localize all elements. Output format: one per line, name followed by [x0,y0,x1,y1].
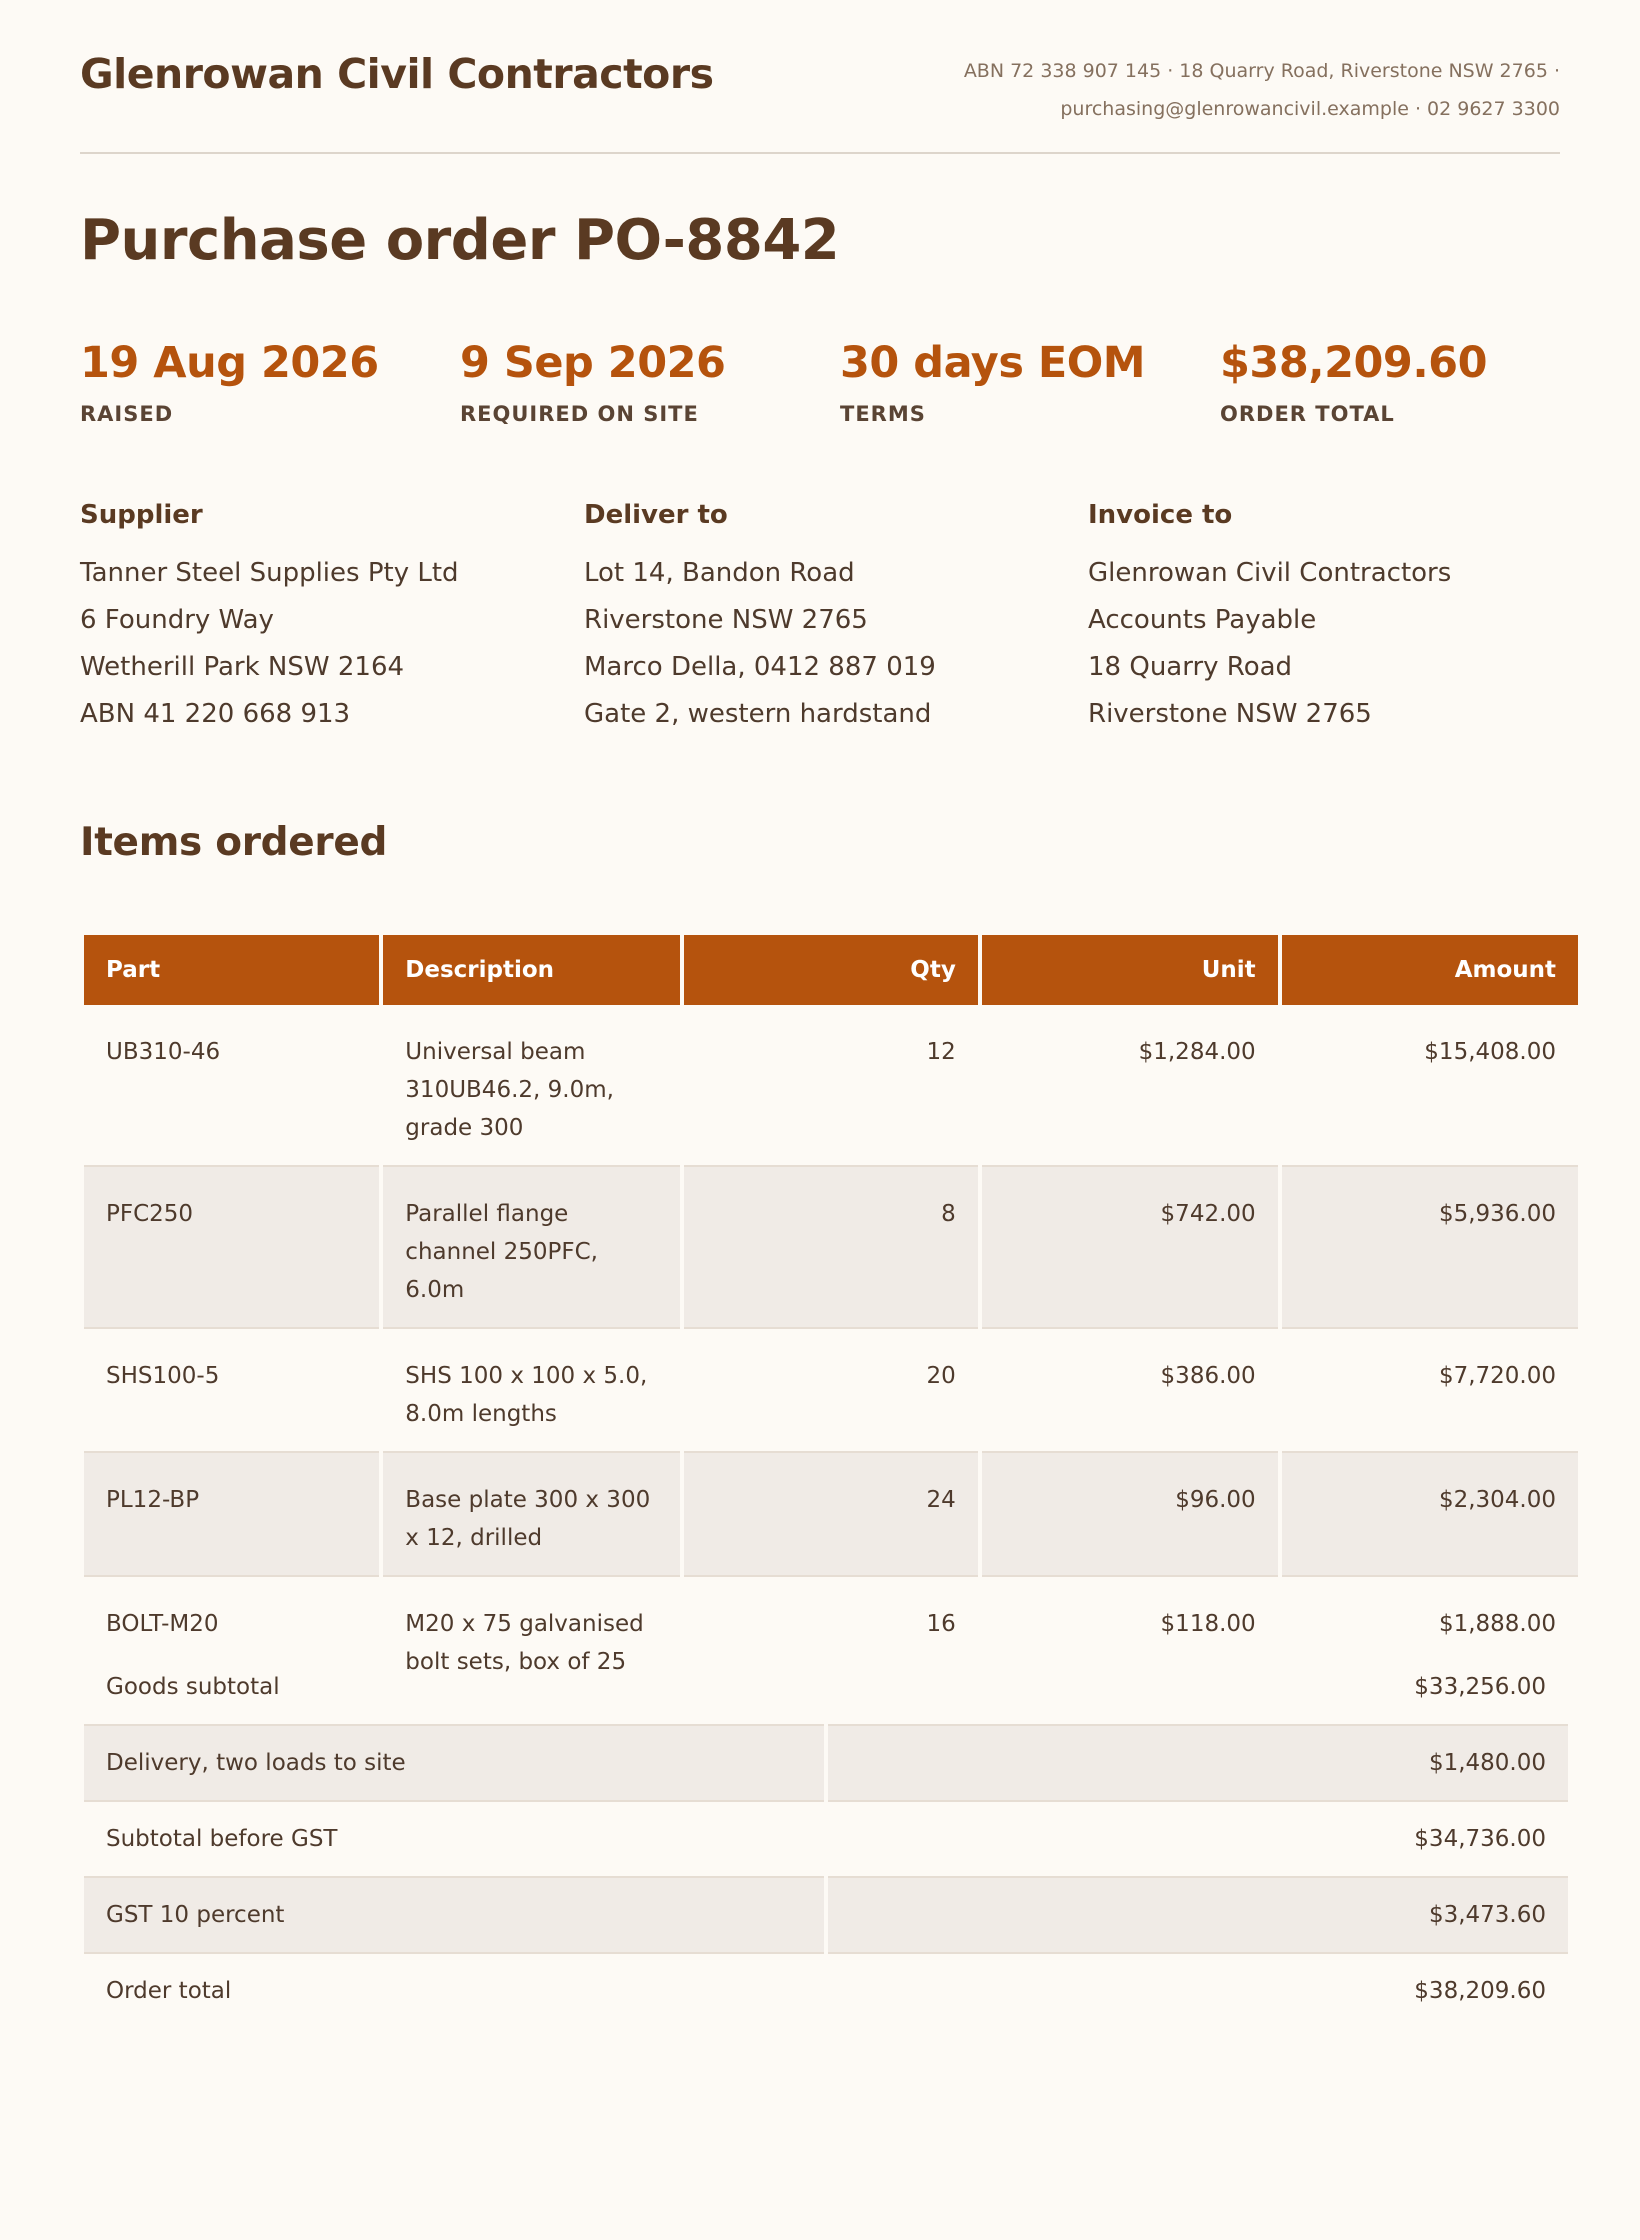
cell-amount: $15,408.00 [1282,1005,1578,1167]
cell-part: PFC250 [84,1167,379,1329]
table-row [84,1167,1578,1329]
totals-table [80,1650,1572,2028]
stat-label: REQUIRED ON SITE [460,402,699,426]
address-line: 6 Foundry Way [80,605,274,635]
cell-qty: 12 [684,1005,978,1167]
totals-row-order-total [84,1954,1568,2028]
address-line: Glenrowan Civil Contractors [1088,558,1452,588]
totals-value: $33,256.00 [828,1650,1568,1726]
stat-raised [80,338,379,426]
cell-part: PL12-BP [84,1453,379,1577]
totals-row [84,1650,1568,1726]
column-header-part: Part [84,935,379,1005]
company-name: Glenrowan Civil Contractors [80,50,714,98]
cell-qty: 24 [684,1453,978,1577]
items-table [80,935,1582,1699]
stat-value: $38,209.60 [1220,338,1488,388]
cell-part: SHS100-5 [84,1329,379,1453]
cell-amount: $2,304.00 [1282,1453,1578,1577]
column-header-description: Description [383,935,680,1005]
deliver-to-block [584,500,936,738]
cell-unit: $386.00 [982,1329,1278,1453]
cell-amount: $1,888.00 [1438,1611,1556,1637]
totals-value: $3,473.60 [828,1878,1568,1954]
cell-unit: $742.00 [982,1167,1278,1329]
cell-description: Universal beam 310UB46.2, 9.0m, grade 300 [383,1005,680,1167]
address-line: ABN 41 220 668 913 [80,699,351,729]
cell-unit: $118.00 [1160,1611,1256,1637]
cell-amount: $5,936.00 [1282,1167,1578,1329]
items-section-title: Items ordered [80,820,388,865]
cell-amount: $7,720.00 [1282,1329,1578,1453]
invoice-to-heading: Invoice to [1088,500,1233,530]
totals-label: Goods subtotal [84,1650,824,1726]
totals-value: $34,736.00 [828,1802,1568,1878]
totals-row [84,1726,1568,1802]
stat-required-on-site [460,338,725,426]
cell-description: Base plate 300 x 300 x 12, drilled [383,1453,680,1577]
cell-description: SHS 100 x 100 x 5.0, 8.0m lengths [383,1329,680,1453]
stat-terms [840,338,1145,426]
deliver-to-heading: Deliver to [584,500,728,530]
address-line: Accounts Payable [1088,605,1317,635]
totals-row [84,1878,1568,1954]
supplier-block [80,500,459,738]
totals-value: $1,480.00 [828,1726,1568,1802]
totals-label: Order total [106,1978,232,2004]
table-row [84,1453,1578,1577]
stat-order-total [1220,338,1487,426]
stat-label: TERMS [840,402,926,426]
address-line: Marco Della, 0412 887 019 [584,652,936,682]
address-line: Tanner Steel Supplies Pty Ltd [80,558,459,588]
letterhead [80,40,1560,154]
column-header-unit: Unit [982,935,1278,1005]
address-line: Riverstone NSW 2765 [584,605,868,635]
stat-label: ORDER TOTAL [1220,402,1395,426]
cell-description: M20 x 75 galvanised bolt sets, box of 25 [405,1611,644,1675]
contact-line: purchasing@glenrowancivil.example · 02 9627 3300 [1060,98,1560,120]
page-title: Purchase order PO-8842 [80,208,840,273]
stat-label: RAISED [80,402,174,426]
cell-description: Parallel flange channel 250PFC, 6.0m [383,1167,680,1329]
cell-part: UB310-46 [84,1005,379,1167]
cell-qty: 20 [684,1329,978,1453]
totals-row [84,1802,1568,1878]
totals-label: Subtotal before GST [84,1802,824,1878]
totals-label: Delivery, two loads to site [84,1726,824,1802]
stat-value: 19 Aug 2026 [80,338,379,388]
address-line: Gate 2, western hardstand [584,699,932,729]
address-line: 18 Quarry Road [1088,652,1293,682]
cell-qty: 8 [684,1167,978,1329]
cell-unit: $1,284.00 [982,1005,1278,1167]
totals-label: GST 10 percent [84,1878,824,1954]
column-header-amount: Amount [1282,935,1578,1005]
column-header-qty: Qty [684,935,978,1005]
stat-value: 9 Sep 2026 [460,338,726,388]
cell-qty: 16 [926,1611,956,1637]
address-line: Wetherill Park NSW 2164 [80,652,405,682]
supplier-heading: Supplier [80,500,203,530]
company-contact [964,52,1560,128]
cell-part: BOLT-M20 [106,1611,219,1637]
table-row [84,1329,1578,1453]
stat-value: 30 days EOM [840,338,1146,388]
table-row [84,1005,1578,1167]
totals-value: $38,209.60 [1414,1978,1546,2004]
cell-unit: $96.00 [982,1453,1278,1577]
contact-line: ABN 72 338 907 145 · 18 Quarry Road, Riverstone NSW 2765 · [963,60,1560,82]
order-summary [80,338,1580,448]
table-header-row [84,935,1578,1005]
address-line: Riverstone NSW 2765 [1088,699,1372,729]
invoice-to-block [1088,500,1451,738]
address-line: Lot 14, Bandon Road [584,558,855,588]
